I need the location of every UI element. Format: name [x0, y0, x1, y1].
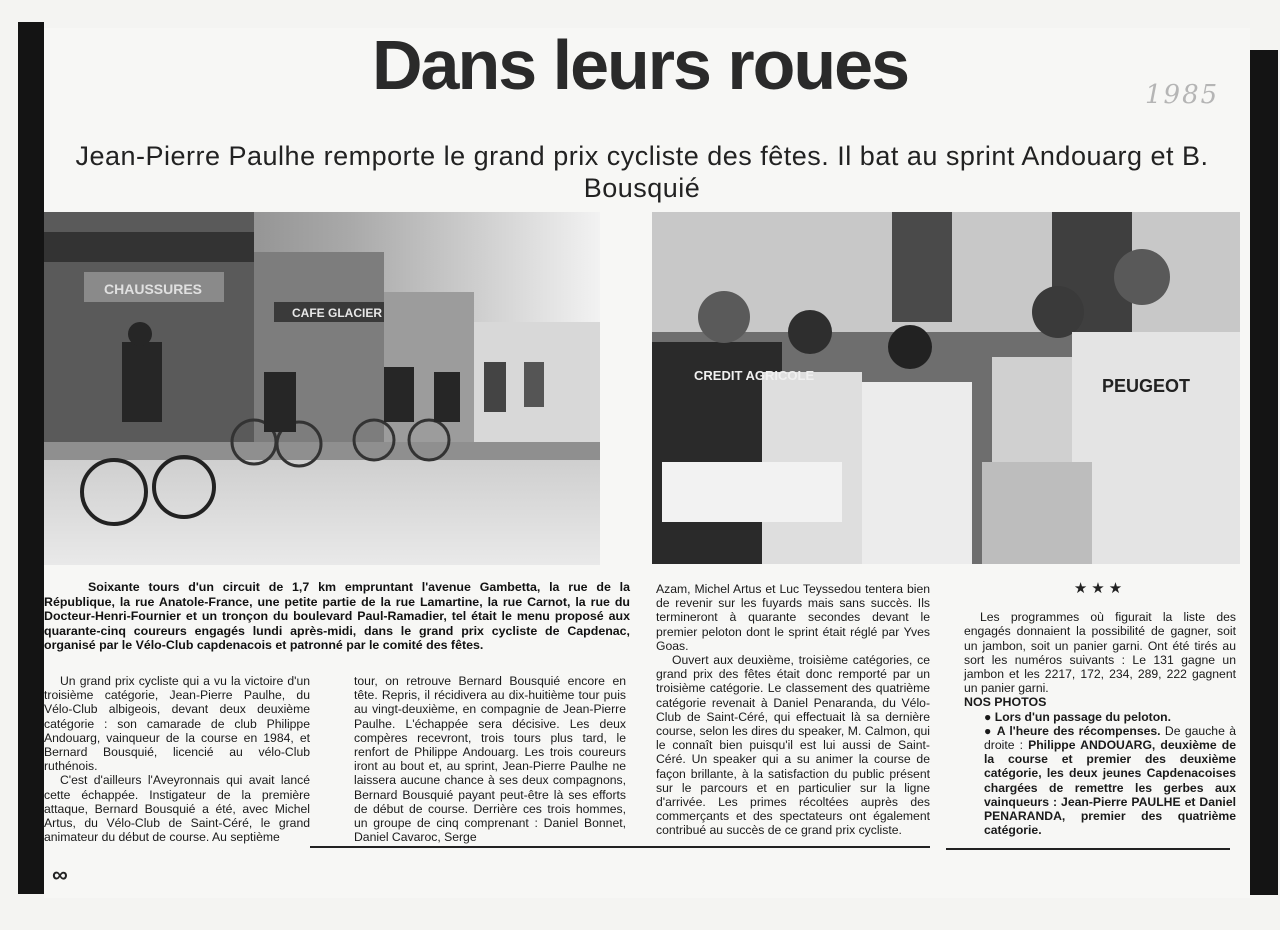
- column-2: [354, 674, 626, 844]
- shop-sign-cafe: CAFE GLACIER: [292, 306, 382, 320]
- handwritten-year-note: 1985: [1145, 80, 1220, 110]
- shop-sign-shoes: CHAUSSURES: [104, 281, 203, 297]
- photo-caption-2: [964, 724, 1236, 838]
- column-3: [656, 582, 930, 838]
- bullet-icon: ●: [984, 709, 992, 724]
- column-2-paragraph: tour, on retrouve Bernard Bousquié encore en tête. Repris, il récidivera au dix-huitième tour puis au vingt-deuxième, en compagnie de Jean-Pierre Paulhe. L'échappée sera décisive. Les deux compères recevront, trois tours plus tard, le renfort de Philippe Andouarg. Les trois coureurs iront au bout et, au sprint, Jean-Pierre Paulhe ne laissera aucune chance à ses deux compagnons, Bernard Bousquié payant peut-être là ses efforts de début de course. Derrière ces trois hommes, un groupe de cinq comprenant : Daniel Bonnet, Daniel Cavaroc, Serge: [354, 674, 626, 845]
- photos-caption-heading: NOS PHOTOS: [964, 695, 1047, 710]
- photo-peloton: [44, 212, 600, 565]
- scan-edge-right: [1250, 50, 1278, 895]
- column-1-paragraph: Un grand prix cycliste qui a vu la victoire d'un troisième catégorie, Jean-Pierre Paulhe, du Vélo-Club albigeois, devant deux deuxième catégorie : son camarade de club Philippe Andouarg, vainqueur de la course en 1984, et Bernard Bousquié, licencié au vélo-Club ruthénois.: [44, 674, 310, 774]
- photo-caption-1: [964, 710, 1236, 724]
- bottom-rule: [310, 846, 930, 848]
- column-4: [964, 582, 1236, 837]
- jersey-credit-agricole: CREDIT AGRICOLE: [694, 368, 815, 383]
- column-3-paragraph: Ouvert aux deuxième, troisième catégories, ce grand prix des fêtes était donc remporté par un troisième catégorie. Le classement des quatrième catégorie revenait à Daniel Penaranda, du Vélo-Club de Saint-Céré, qui effectuait là sa dernière course, selon les dires du speaker, M. Calmon, qui le connaît bien puisqu'il est lui aussi de Saint-Céré. Un speaker qui a su animer la course de façon brillante, à la satisfaction du public présent sur le parcours et en particulier sur la ligne d'arrivée. Les primes récoltées auprès des commerçants et des spectateurs ont également contribué au succès de ce grand prix cycliste.: [656, 653, 930, 838]
- column-3-paragraph: Azam, Michel Artus et Luc Teyssedou tentera bien de revenir sur les fuyards mais sans succès. Ils termineront à quarante secondes devant le premier peloton dont le sprint était réglé par Yves Goas.: [656, 582, 930, 653]
- photo-caption-1-text: Lors d'un passage du peloton.: [994, 709, 1172, 724]
- jersey-peugeot: PEUGEOT: [1102, 376, 1191, 396]
- bottom-rule: [946, 848, 1230, 850]
- photo-podium: [652, 212, 1240, 564]
- article-subheadline: Jean-Pierre Paulhe remporte le grand prix cycliste des fêtes. Il bat au sprint Andouarg et B. Bousquié: [75, 141, 1209, 203]
- column-4-paragraph: Les programmes où figurait la liste des engagés donnaient la possibilité de gagner, soit un jambon, soit un panier garni. Ont été tirés au sort les numéros suivants : Le 131 gagne un jambon et les 2217, 172, 234, 289, 222 gagnent un panier garni.: [964, 610, 1236, 696]
- footer-mark: ∞: [52, 862, 68, 887]
- column-1: [44, 674, 310, 844]
- photo-caption-2-names: Philippe ANDOUARG, deuxième de la course et premier des deuxième catégorie, les deux jeunes Capdenacoises chargées de remettre les gerbes aux vainqueurs : Jean-Pierre PAULHE et Daniel PENARANDA, premier des quatrième catégorie.: [984, 738, 1236, 838]
- section-separator-stars: ★★★: [1073, 580, 1127, 597]
- article-lead: Soixante tours d'un circuit de 1,7 km empruntant l'avenue Gambetta, la rue de la République, la rue Anatole-France, une petite partie de la rue Lamartine, la rue Carnot, la rue du Docteur-Henri-Fournier et un tronçon du boulevard Paul-Ramadier, tel était le menu proposé aux quarante-cinq coureurs engagés lundi après-midi, dans le grand prix cycliste de Capdenac, organisé par le Vélo-Club capdenacois et patronné par le comité des fêtes.: [44, 580, 630, 653]
- scan-edge-left: [18, 22, 44, 894]
- article-headline: Dans leurs roues: [372, 26, 908, 104]
- bullet-icon: ●: [984, 723, 993, 738]
- photo-caption-2-mid: De gauche à droite :: [984, 723, 1236, 753]
- photo-caption-2-lead: A l'heure des récompenses.: [996, 723, 1161, 738]
- column-1-paragraph: C'est d'ailleurs l'Aveyronnais qui avait lancé cette échappée. Instigateur de la première attaque, Bernard Bousquié a été, avec Michel Artus, du Vélo-Club de Saint-Céré, le grand animateur du début de course. Au septième: [44, 773, 310, 845]
